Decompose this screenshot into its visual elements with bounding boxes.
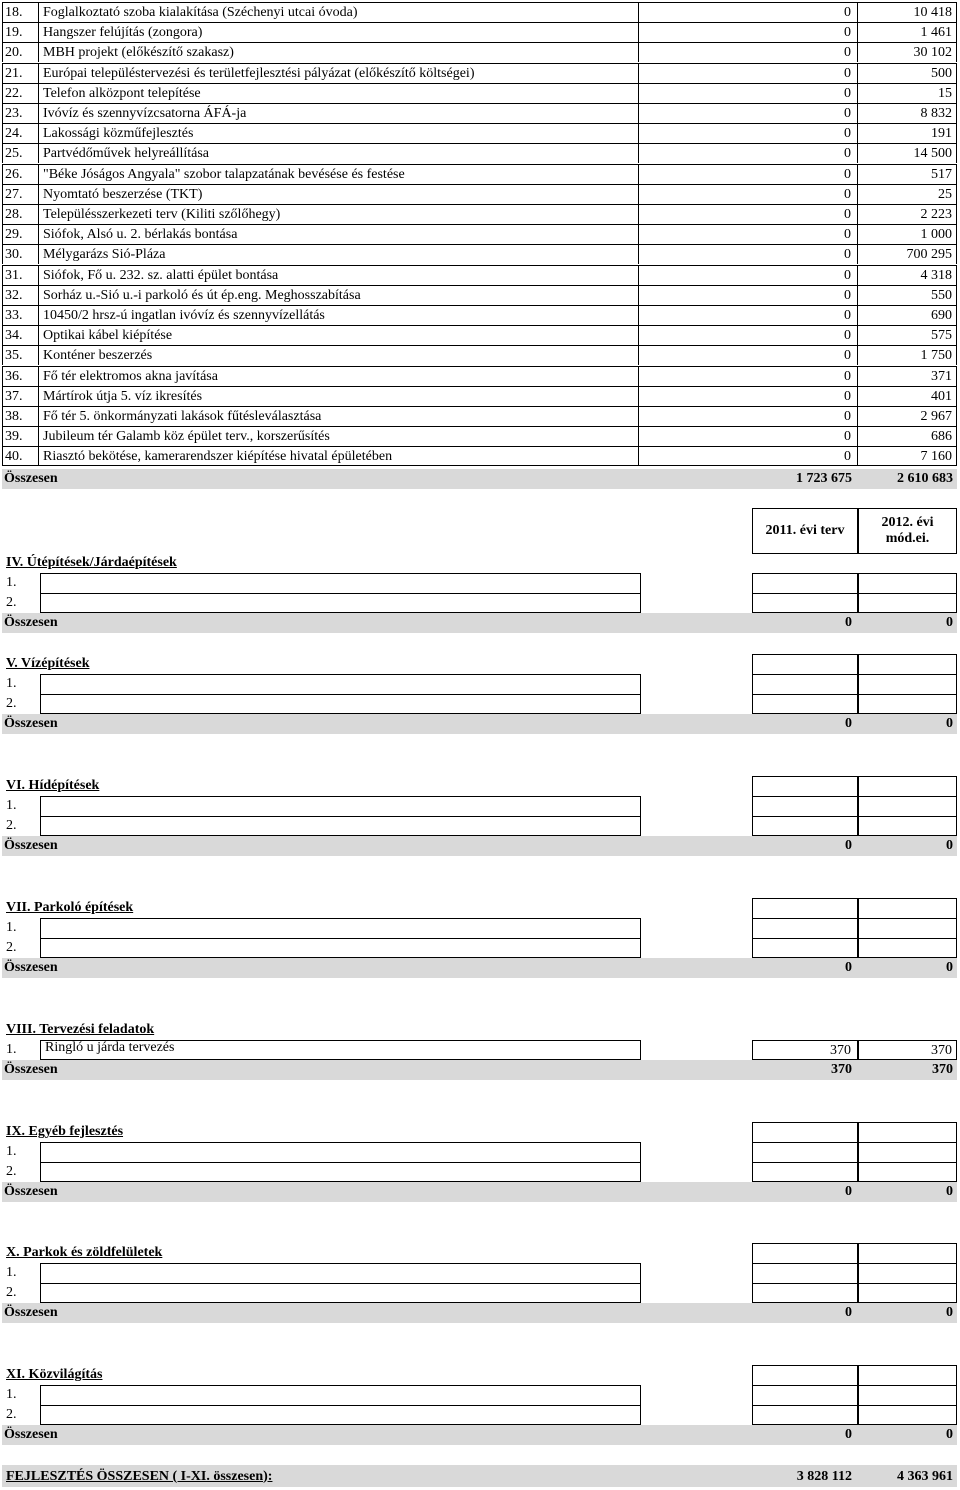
- section-total-row: [2, 958, 957, 978]
- row-name-box: [40, 1283, 641, 1303]
- row-value-modified: 2 223: [858, 204, 957, 224]
- section-total-row: [2, 1060, 957, 1080]
- row-value-plan-box: [752, 573, 858, 593]
- total-value-modified: 0: [946, 960, 953, 975]
- row-name: Partvédőművek helyreállítása: [38, 143, 639, 163]
- section-title: VI. Hídépítések: [6, 778, 100, 793]
- row-name-box: [40, 1263, 641, 1283]
- row-value-plan-box: [752, 816, 858, 836]
- table-row: [2, 204, 957, 224]
- section-header-box: [752, 1243, 858, 1263]
- table-row: [2, 325, 957, 345]
- row-number: 29.: [2, 224, 38, 244]
- row-value-plan: 0: [639, 164, 858, 184]
- row-value-plan-box: [752, 1263, 858, 1283]
- row-value-plan: 0: [639, 63, 858, 83]
- table-row: [2, 224, 957, 244]
- total-value-plan: 1 723 675: [796, 471, 852, 486]
- table-row: [2, 42, 957, 62]
- row-value-modified: 8 832: [858, 103, 957, 123]
- table-row: [2, 426, 957, 446]
- row-value-plan-box: [752, 796, 858, 816]
- row-value-modified: 1 000: [858, 224, 957, 244]
- row-number: 31.: [2, 265, 38, 285]
- total-label: Összesen: [4, 1427, 58, 1442]
- row-value-modified: 30 102: [858, 42, 957, 62]
- row-number: 24.: [2, 123, 38, 143]
- section-item-row: [2, 573, 957, 593]
- row-value-modified-box: [858, 1283, 957, 1303]
- section-item-row: [2, 593, 957, 613]
- row-number: 2.: [6, 595, 17, 610]
- row-value-plan: 0: [639, 42, 858, 62]
- section-header-box: [752, 1122, 858, 1142]
- table-row: [2, 406, 957, 426]
- row-number: 21.: [2, 63, 38, 83]
- total-value-plan: 0: [845, 615, 852, 630]
- row-value-plan-box: [752, 674, 858, 694]
- row-value-plan: 0: [639, 426, 858, 446]
- row-value-plan: 0: [639, 103, 858, 123]
- row-number: 37.: [2, 386, 38, 406]
- section-total-row: [2, 613, 957, 633]
- row-value-modified: 371: [858, 366, 957, 386]
- section-title: VII. Parkoló építések: [6, 900, 134, 915]
- row-value-modified-box: [858, 1385, 957, 1405]
- row-value-plan: 0: [639, 244, 858, 264]
- row-value-plan-box: [752, 938, 858, 958]
- section-item-row: [2, 1385, 957, 1405]
- table-row: [2, 164, 957, 184]
- row-value-plan-box: [752, 694, 858, 714]
- row-name: Konténer beszerzés: [38, 345, 639, 365]
- row-name-box: [40, 1162, 641, 1182]
- row-value-modified: 14 500: [858, 143, 957, 163]
- table-row: [2, 22, 957, 42]
- table-row: [2, 184, 957, 204]
- section-item-row: [2, 1263, 957, 1283]
- section-header-box: [858, 776, 957, 796]
- row-value-modified: 7 160: [858, 446, 957, 466]
- section-title: XI. Közvilágítás: [6, 1367, 103, 1382]
- row-number: 2.: [6, 940, 17, 955]
- row-name: Telefon alközpont telepítése: [38, 83, 639, 103]
- row-value-modified-box: [858, 1405, 957, 1425]
- table-row: [2, 83, 957, 103]
- row-value-modified-box: [858, 694, 957, 714]
- row-value-plan-box: [752, 1142, 858, 1162]
- section-title: X. Parkok és zöldfelületek: [6, 1245, 163, 1260]
- section-title: IX. Egyéb fejlesztés: [6, 1124, 124, 1139]
- row-name-box: [40, 816, 641, 836]
- grand-total-plan: 3 828 112: [796, 1468, 852, 1484]
- section-title: VIII. Tervezési feladatok: [6, 1022, 155, 1037]
- row-value-plan: 0: [639, 285, 858, 305]
- row-number: 25.: [2, 143, 38, 163]
- total-value-modified: 0: [946, 838, 953, 853]
- section-item-row: [2, 1142, 957, 1162]
- total-label: Összesen: [4, 716, 58, 731]
- total-value-modified: 2 610 683: [897, 471, 953, 486]
- row-value-plan: 0: [639, 406, 858, 426]
- row-number: 28.: [2, 204, 38, 224]
- row-number: 1.: [6, 1265, 17, 1280]
- total-label: Összesen: [4, 1184, 58, 1199]
- table-row: [2, 2, 957, 22]
- row-value-modified: 401: [858, 386, 957, 406]
- row-value-plan: 0: [639, 2, 858, 22]
- row-name: Fő tér elektromos akna javítása: [38, 366, 639, 386]
- row-number: 36.: [2, 366, 38, 386]
- total-value-modified: 0: [946, 1184, 953, 1199]
- row-name: MBH projekt (előkészítő szakasz): [38, 42, 639, 62]
- row-value-modified: 500: [858, 63, 957, 83]
- row-number: 34.: [2, 325, 38, 345]
- row-value-modified: 700 295: [858, 244, 957, 264]
- total-value-plan: 0: [845, 716, 852, 731]
- row-number: 27.: [2, 184, 38, 204]
- row-value-modified: 550: [858, 285, 957, 305]
- row-value-modified: 2 967: [858, 406, 957, 426]
- row-number: 39.: [2, 426, 38, 446]
- row-value-plan: 0: [639, 345, 858, 365]
- section-header-box: [858, 1365, 957, 1385]
- grand-total-modified: 4 363 961: [897, 1468, 953, 1484]
- row-value-plan-box: [752, 1162, 858, 1182]
- row-number: 20.: [2, 42, 38, 62]
- row-number: 1.: [6, 1042, 17, 1057]
- row-name: Optikai kábel kiépítése: [38, 325, 639, 345]
- section-total-row: [2, 714, 957, 734]
- row-value-plan: 0: [639, 446, 858, 466]
- table-row: [2, 63, 957, 83]
- section-header-box: [858, 1243, 957, 1263]
- total-label: Összesen: [4, 1305, 58, 1320]
- row-value-plan: 0: [639, 83, 858, 103]
- row-value-plan-box: [752, 593, 858, 613]
- row-value-modified: 4 318: [858, 265, 957, 285]
- section-total-row: [2, 1425, 957, 1445]
- row-number: 22.: [2, 83, 38, 103]
- section-header-box: [858, 654, 957, 674]
- total-value-plan: 0: [845, 1184, 852, 1199]
- section-header-box: [752, 1365, 858, 1385]
- row-name: Mélygarázs Sió-Pláza: [38, 244, 639, 264]
- row-value-modified-box: [858, 593, 957, 613]
- row-value-plan: 0: [639, 305, 858, 325]
- row-number: 2.: [6, 1407, 17, 1422]
- section-header-box: [752, 776, 858, 796]
- row-value-plan: 0: [639, 265, 858, 285]
- row-number: 26.: [2, 164, 38, 184]
- column-header-modified: 2012. évi mód.ei.: [858, 508, 957, 554]
- total-value-plan: 0: [845, 1427, 852, 1442]
- row-value-plan: 0: [639, 224, 858, 244]
- row-number: 23.: [2, 103, 38, 123]
- row-value-plan-box: [752, 1405, 858, 1425]
- row-value-modified-box: [858, 918, 957, 938]
- row-name-box: [40, 694, 641, 714]
- row-name-box: [40, 938, 641, 958]
- total-label: Összesen: [4, 615, 58, 630]
- row-value-plan-box: [752, 1040, 858, 1060]
- row-name: Fő tér 5. önkormányzati lakások fűtésleválasztása: [38, 406, 639, 426]
- row-name: Ivóvíz és szennyvízcsatorna ÁFÁ-ja: [38, 103, 639, 123]
- row-name-box: [40, 796, 641, 816]
- row-name: Jubileum tér Galamb köz épület terv., korszerűsítés: [38, 426, 639, 446]
- section-total-row: [2, 1303, 957, 1323]
- table-row: [2, 103, 957, 123]
- section-item-row: [2, 918, 957, 938]
- row-value-plan: 0: [639, 366, 858, 386]
- row-name-box: [40, 1040, 641, 1060]
- section-title: V. Vízépítések: [6, 656, 90, 671]
- row-value-modified: 686: [858, 426, 957, 446]
- row-value-plan: 0: [639, 22, 858, 42]
- section-total-row: [2, 1182, 957, 1202]
- row-value-modified-box: [858, 573, 957, 593]
- section-item-row: [2, 674, 957, 694]
- total-value-modified: 0: [946, 1305, 953, 1320]
- total-value-modified: 0: [946, 615, 953, 630]
- row-value-modified: 370: [931, 1043, 952, 1058]
- row-number: 32.: [2, 285, 38, 305]
- row-name-box: [40, 674, 641, 694]
- row-number: 1.: [6, 676, 17, 691]
- total-label: Összesen: [4, 960, 58, 975]
- table-row: [2, 143, 957, 163]
- row-name: Hangszer felújítás (zongora): [38, 22, 639, 42]
- row-number: 2.: [6, 818, 17, 833]
- total-value-plan: 370: [831, 1062, 852, 1077]
- row-name: Riasztó bekötése, kamerarendszer kiépítése hivatal épületében: [38, 446, 639, 466]
- section-item-row: [2, 1405, 957, 1425]
- row-number: 1.: [6, 1387, 17, 1402]
- row-value-modified: 1 461: [858, 22, 957, 42]
- section-item-row: [2, 796, 957, 816]
- row-value-modified: 15: [858, 83, 957, 103]
- row-number: 1.: [6, 920, 17, 935]
- row-name: Siófok, Alsó u. 2. bérlakás bontása: [38, 224, 639, 244]
- row-value-modified: 25: [858, 184, 957, 204]
- table-row: [2, 244, 957, 264]
- table-row: [2, 265, 957, 285]
- section-title: IV. Útépítések/Járdaépítések: [6, 555, 177, 570]
- row-number: 18.: [2, 2, 38, 22]
- row-name: Mártírok útja 5. víz ikresítés: [38, 386, 639, 406]
- row-value-plan: 0: [639, 325, 858, 345]
- section-header-box: [752, 898, 858, 918]
- row-name-box: [40, 1405, 641, 1425]
- total-value-modified: 370: [932, 1062, 953, 1077]
- row-value-modified-box: [858, 816, 957, 836]
- row-name: Lakossági közműfejlesztés: [38, 123, 639, 143]
- total-label: Összesen: [4, 838, 58, 853]
- total-value-modified: 0: [946, 1427, 953, 1442]
- section-header-box: [858, 1122, 957, 1142]
- row-number: 33.: [2, 305, 38, 325]
- row-value-plan: 0: [639, 184, 858, 204]
- column-header-plan: 2011. évi terv: [752, 508, 858, 554]
- row-number: 38.: [2, 406, 38, 426]
- row-value-modified: 1 750: [858, 345, 957, 365]
- row-value-modified-box: [858, 674, 957, 694]
- grand-total-label: FEJLESZTÉS ÖSSZESEN ( I-XI. összesen):: [6, 1468, 273, 1484]
- section-item-row: [2, 816, 957, 836]
- row-value-plan: 0: [639, 386, 858, 406]
- row-value-plan-box: [752, 1385, 858, 1405]
- section-item-row: [2, 694, 957, 714]
- row-value-modified: 690: [858, 305, 957, 325]
- row-number: 19.: [2, 22, 38, 42]
- row-name: Ringló u járda tervezés: [45, 1040, 175, 1055]
- table-row: [2, 345, 957, 365]
- row-value-modified-box: [858, 1162, 957, 1182]
- row-value-plan-box: [752, 918, 858, 938]
- section-item-row: [2, 1283, 957, 1303]
- section-item-row: [2, 938, 957, 958]
- row-number: 30.: [2, 244, 38, 264]
- grand-total-row: [2, 1465, 957, 1487]
- row-number: 1.: [6, 1144, 17, 1159]
- row-value-modified-box: [858, 796, 957, 816]
- section-total-row: [2, 836, 957, 856]
- row-value-plan: 0: [639, 204, 858, 224]
- row-name: Foglalkoztató szoba kialakítása (Széchenyi utcai óvoda): [38, 2, 639, 22]
- row-value-modified-box: [858, 1142, 957, 1162]
- row-name-box: [40, 573, 641, 593]
- row-name: Európai településtervezési és területfejlesztési pályázat (előkészítő költségei): [38, 63, 639, 83]
- section-header-box: [858, 898, 957, 918]
- table-row: [2, 123, 957, 143]
- row-value-modified: 575: [858, 325, 957, 345]
- row-number: 40.: [2, 446, 38, 466]
- row-value-modified-box: [858, 1040, 957, 1060]
- row-number: 35.: [2, 345, 38, 365]
- row-name-box: [40, 1385, 641, 1405]
- total-row: [2, 469, 957, 489]
- total-label: Összesen: [4, 1062, 58, 1077]
- row-value-modified: 191: [858, 123, 957, 143]
- row-name: Siófok, Fő u. 232. sz. alatti épület bontása: [38, 265, 639, 285]
- total-value-plan: 0: [845, 1305, 852, 1320]
- section-item-row: [2, 1040, 957, 1060]
- table-row: [2, 366, 957, 386]
- table-row: [2, 386, 957, 406]
- section-header-box: [752, 654, 858, 674]
- row-name: Sorház u.-Sió u.-i parkoló és út ép.eng. Meghosszabítása: [38, 285, 639, 305]
- table-row: [2, 305, 957, 325]
- total-value-plan: 0: [845, 838, 852, 853]
- row-name: "Béke Jóságos Angyala" szobor talapzatának bevésése és festése: [38, 164, 639, 184]
- row-value-modified: 10 418: [858, 2, 957, 22]
- row-name-box: [40, 918, 641, 938]
- total-value-plan: 0: [845, 960, 852, 975]
- row-number: 1.: [6, 798, 17, 813]
- section-item-row: [2, 1162, 957, 1182]
- row-value-modified: 517: [858, 164, 957, 184]
- row-value-plan: 0: [639, 123, 858, 143]
- row-number: 2.: [6, 696, 17, 711]
- row-number: 2.: [6, 1285, 17, 1300]
- row-name-box: [40, 1142, 641, 1162]
- table-row: [2, 285, 957, 305]
- row-number: 1.: [6, 575, 17, 590]
- row-value-plan-box: [752, 1283, 858, 1303]
- row-number: 2.: [6, 1164, 17, 1179]
- row-name: Nyomtató beszerzése (TKT): [38, 184, 639, 204]
- total-value-modified: 0: [946, 716, 953, 731]
- row-name: 10450/2 hrsz-ú ingatlan ivóvíz és szennyvízellátás: [38, 305, 639, 325]
- row-value-plan: 0: [639, 143, 858, 163]
- row-value-modified-box: [858, 1263, 957, 1283]
- row-value-modified-box: [858, 938, 957, 958]
- row-name: Településszerkezeti terv (Kiliti szőlőhegy): [38, 204, 639, 224]
- total-label: Összesen: [4, 471, 58, 486]
- row-name-box: [40, 593, 641, 613]
- table-row: [2, 446, 957, 466]
- row-value-plan: 370: [830, 1043, 851, 1058]
